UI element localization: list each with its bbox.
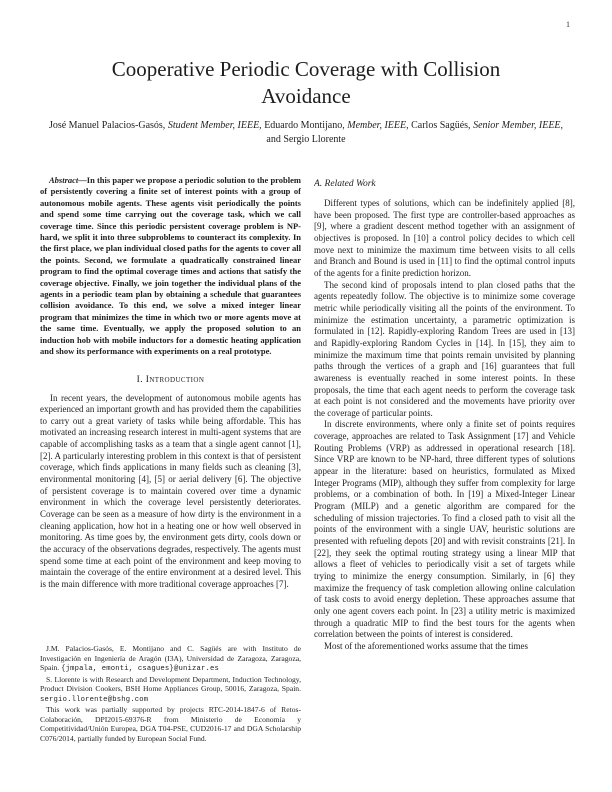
related-work-paragraph: In discrete environments, where only a finite set of points requires coverage, approaches are related to Task Assignment [17] and Vehicle Routing Problems (VRP) as addressed in operational research [18]. Since VRP are known to be NP-hard, three different types of solutions appear in the literature: based on heuristics, formulated as Mixed Integer Programs (MIP), although they suffer from complexity for large problems, or a combination of both. In [19] a Mixed-Integer Linear Program (MILP) and a genetic algorithm are compared for the scheduling of mission trajectories. To find a closed path to visit all the points of the environment with a single UAV, heuristic solutions are presented with refueling depots [20] and with revisit constraints [21]. In [22], they seek the optimal routing strategy using a linear MIP that allows a fleet of vehicles to periodically visit a set of targets while trying to minimize the energy consumption. Similarly, in [6] they maximize the frequency of task completion allowing online calculation of task costs to avoid energy depletion. These approaches assume that only one agent covers each point. In [23] a utility metric is maximized through a quadratic MIP to find the best tours for the agents when correlation between the points of interest is considered. xyxy=(314,419,575,640)
paper-title-line: Avoidance xyxy=(261,84,351,108)
author-name: Eduardo Montijano, xyxy=(261,120,348,131)
introduction-paragraph: In recent years, the development of autonomous mobile agents has experienced an important growth and has provided them the capabilities to carry out a great variety of tasks while being affordable. This has motivated an increasing research interest in multi-agent systems that are capable of accomplishing tasks as a team that a single agent cannot [1], [2]. A particularly interesting problem in this context is that of persistent coverage, which finds applications in many fields such as cleaning [3], environmental monitoring [4], [5] or aerial delivery [6]. The objective of persistent coverage is to maintain covered over time a dynamic environment in which the coverage level persistently deteriorates. Coverage can be seen as a measure of how dirty is the environment in a cleaning application, how hot in a heating one or how well observed in monitoring. As time goes by, the environment gets dirty, cools down or the accuracy of the observations degrades, respectively. The agents must spend some time at each point of the environment and keep moving to maintain the coverage of the entire environment at a desired level. This is the main difference with more traditional coverage approaches [7]. xyxy=(40,392,301,589)
footnote-affiliation-2 xyxy=(40,675,301,706)
paper-title-line: Cooperative Periodic Coverage with Collision xyxy=(111,57,501,81)
abstract-separator: — xyxy=(78,175,87,185)
related-work-paragraph: Most of the aforementioned works assume that the times xyxy=(324,640,528,651)
author-role: Member, IEEE, xyxy=(347,120,409,131)
left-column xyxy=(40,175,301,743)
email-text: {jmpala, emonti, csagues}@unizar.es xyxy=(61,665,220,673)
author-name: and Sergio Llorente xyxy=(266,133,346,145)
section-heading-introduction: I. Introduction xyxy=(136,374,205,385)
abstract-text: In this paper we propose a periodic solution to the problem of persistently covering a finite set of interest points with a group of autonomous mobile agents. These agents visit periodically the points and spend some time carrying out the coverage task, which we call coverage time. Since this periodic persistent coverage problem is NP-hard, we split it into three subproblems to counteract its complexity. In the first place, we plan individual closed paths for the agents to cover all the points. Second, we formulate a quadratically constrained linear program to find the optimal coverage times and actions that satisfy the coverage objective. Finally, we join together the individual plans of the agents in a periodic team plan by obtaining a schedule that guarantees collision avoidance. To this end, we solve a mixed integer linear program that minimizes the time in which two or more agents move at the same time. Eventually, we apply the proposed solution to an induction hob with mobile inductors for a domestic heating application and show its performance with experiments on a real prototype. xyxy=(40,175,301,357)
footnote-text: J.M. Palacios-Gasós, E. Montijano and C. Sagüés are with Instituto de Investigación en Ingeniería de Aragón (I3A), Universidad de Zaragoza, Zaragoza, Spain. xyxy=(40,644,301,672)
author-role: Senior Member, IEEE, xyxy=(473,120,564,131)
author-name: Carlos Sagüés, xyxy=(408,120,474,131)
related-work-paragraph: Different types of solutions, which can be indefinitely applied [8], have been proposed. The first type are controller-based approaches as [9], where a gradient descent method together with an assignment of objectives is proposed. In [10] a control policy decides to which cell move next to minimize the maximum time between visits to all cells and Branch and Bound is used in [11] to find the optimal control inputs of the agents for a finite prediction horizon. xyxy=(314,198,575,278)
related-work-paragraph: The second kind of proposals intend to plan closed paths that the agents repeatedly follow. The objective is to minimize some coverage metric while periodically visiting all the points of the environment. To minimize the estimation uncertainty, a parametric optimization is formulated in [12]. Rapidly-exploring Random Trees are used in [13] and Rapidly-exploring Random Cycles in [14]. In [15], they aim to minimize the maximum time that points remain unvisited by planning paths through the vertices of a graph and [16] guarantees that full awareness is eventually reached in some interest points. In these proposals, the time that each agent needs to perform the coverage task at each point is not considered and the movements have priority over the coverage of particular points. xyxy=(314,279,575,418)
author-name: José Manuel Palacios-Gasós, xyxy=(48,120,168,131)
footnote-affiliation-1 xyxy=(40,644,301,675)
author-line xyxy=(44,119,568,146)
footnote-block xyxy=(40,644,301,743)
paper-title xyxy=(0,56,612,110)
footnote-text: S. Llorente is with Research and Development Department, Induction Technology, Product Division Cookers, BSH Home Appliances Group, 50016, Zaragoza, Spain. xyxy=(40,674,301,693)
right-column xyxy=(314,175,575,743)
footnote-funding: This work was partially supported by projects RTC-2014-1847-6 of Retos-Colaboración, DPI2015-69376-R from Ministerio de Economía y Competitividad/Unión Europea, DGA T04-PSE, CUD2016-17 and DGA Scholarship C076/2014, partially funded by European Social Fund. xyxy=(40,705,301,743)
two-column-body xyxy=(40,175,575,743)
page-number: 1 xyxy=(566,20,570,29)
email-text: sergio.llorente@bshg.com xyxy=(40,695,149,704)
subsection-heading-related-work: A. Related Work xyxy=(314,179,376,189)
author-role: Student Member, IEEE, xyxy=(167,120,262,131)
abstract-paragraph xyxy=(40,175,301,358)
abstract-label: Abstract xyxy=(49,175,79,185)
